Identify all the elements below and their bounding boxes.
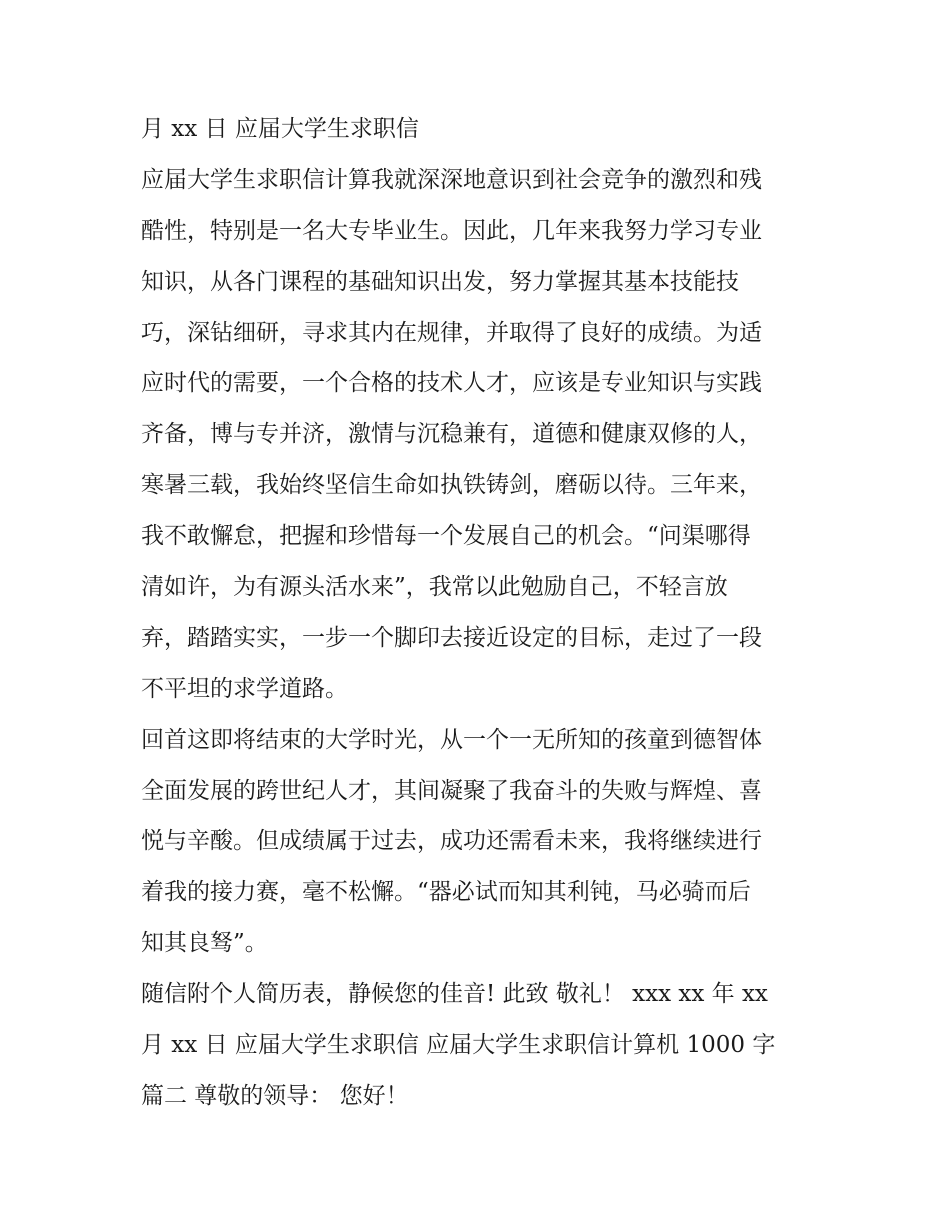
text-line: 应届大学生求职信计算我就深深地意识到社会竞争的激烈和残 <box>141 166 762 193</box>
text-line: 月 xx 日 应届大学生求职信 应届大学生求职信计算机 1000 字 <box>141 1032 776 1059</box>
text-line: 应时代的需要，一个合格的技术人才，应该是专业知识与实践 <box>141 370 762 397</box>
text-line: 知识，从各门课程的基础知识出发，努力掌握其基本技能技 <box>141 268 739 295</box>
text-line: 悦与辛酸。但成绩属于过去，成功还需看未来，我将继续进行 <box>141 828 762 855</box>
text-line: 着我的接力赛，毫不松懈。“器必试而知其利钝，马必骑而后 <box>141 879 751 906</box>
text-line: 不平坦的求学道路。 <box>141 675 348 702</box>
text-line: 弃，踏踏实实，一步一个脚印去接近设定的目标，走过了一段 <box>141 624 762 651</box>
text-line: 随信附个人简历表，静候您的佳音! 此致 敬礼！ xxx xx 年 xx <box>141 981 768 1008</box>
text-line: 全面发展的跨世纪人才，其间凝聚了我奋斗的失败与辉煌、喜 <box>141 777 762 804</box>
text-line: 寒暑三载，我始终坚信生命如执铁铸剑，磨砺以待。三年来， <box>141 472 762 499</box>
text-line: 我不敢懈怠，把握和珍惜每一个发展自己的机会。“问渠哪得 <box>141 523 751 550</box>
letter-body <box>141 104 831 1122</box>
text-line: 月 xx 日 应届大学生求职信 <box>141 116 419 142</box>
text-line: 齐备，博与专并济，激情与沉稳兼有，道德和健康双修的人， <box>141 421 762 448</box>
text-line: 篇二 尊敬的领导： 您好！ <box>141 1082 409 1109</box>
text-line: 知其良驽”。 <box>141 930 268 957</box>
text-line: 清如许，为有源头活水来”，我常以此勉励自己，不轻言放 <box>141 574 728 601</box>
text-line: 巧，深钻细研，寻求其内在规律，并取得了良好的成绩。为适 <box>141 319 762 346</box>
text-line: 回首这即将结束的大学时光，从一个一无所知的孩童到德智体 <box>141 726 762 753</box>
text-line: 酷性，特别是一名大专毕业生。因此，几年来我努力学习专业 <box>141 217 762 244</box>
